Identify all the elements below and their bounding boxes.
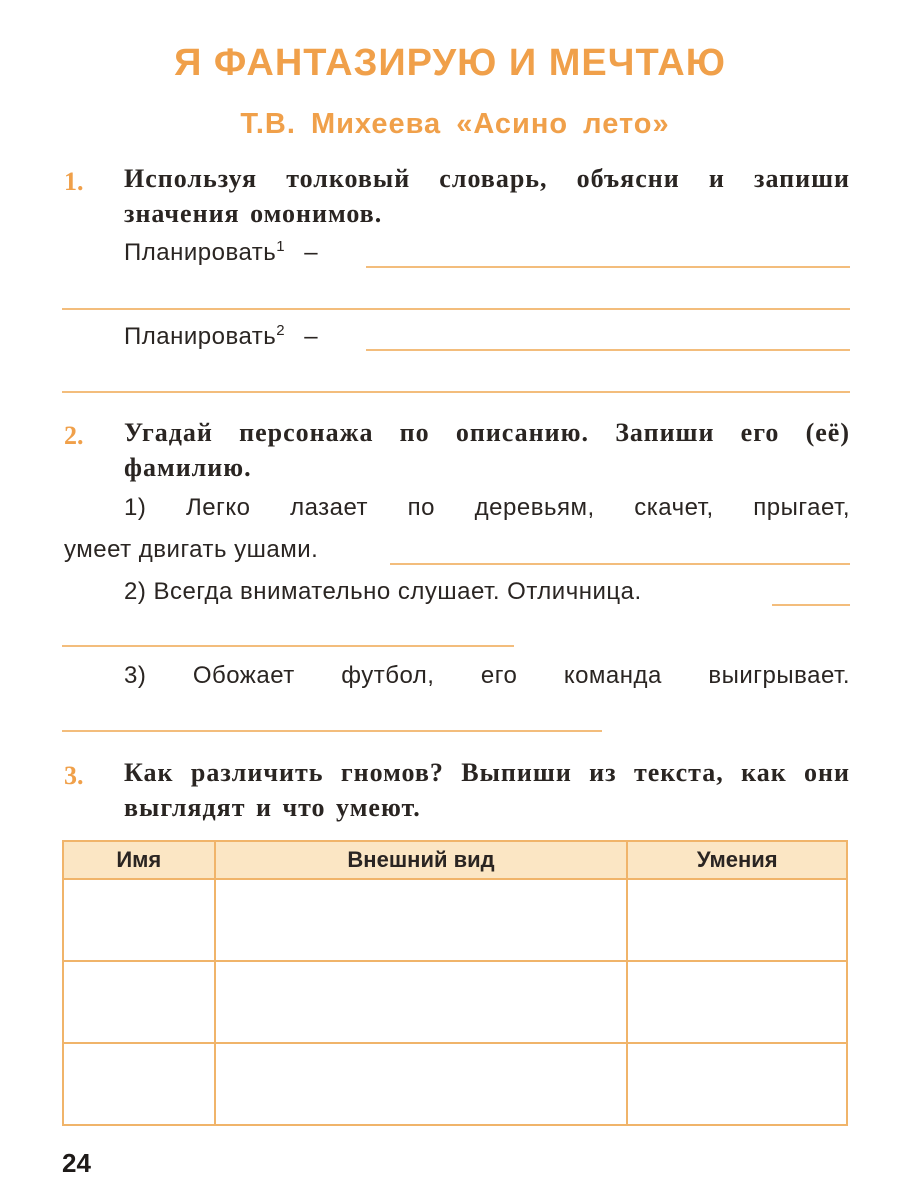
- homonym-1-dash: –: [304, 239, 319, 266]
- answer-line-homonym-1b[interactable]: [62, 308, 850, 310]
- task-1-instruction: Используя толковый словарь, объясни и запиши значения омонимов.: [124, 164, 850, 228]
- task-1-number: 1.: [64, 167, 84, 196]
- answer-line-character-2b[interactable]: [62, 645, 514, 647]
- answer-line-homonym-1a[interactable]: [366, 266, 850, 268]
- table-cell-name[interactable]: [63, 1043, 215, 1125]
- table-cell-skills[interactable]: [627, 961, 847, 1043]
- task-3-number: 3.: [64, 761, 84, 790]
- task-2-instruction: Угадай персонажа по описанию. Запиши его (её) фамилию.: [124, 418, 850, 482]
- table-cell-name[interactable]: [63, 879, 215, 961]
- homonym-2-word: Планировать: [124, 323, 277, 350]
- table-cell-name[interactable]: [63, 961, 215, 1043]
- character-1-line2: умеет двигать ушами.: [64, 536, 319, 563]
- column-header-name: Имя: [63, 841, 215, 879]
- page-title: Я ФАНТАЗИРУЮ И МЕЧТАЮ: [174, 42, 726, 84]
- table-row: [63, 1043, 847, 1125]
- homonym-1-label: [124, 238, 318, 267]
- character-3-description: 3) Обожает футбол, его команда выигрывает.: [124, 662, 850, 689]
- table-cell-appearance[interactable]: [215, 1043, 628, 1125]
- page-number: 24: [62, 1148, 91, 1178]
- table-cell-appearance[interactable]: [215, 961, 628, 1043]
- gnomes-table: [62, 840, 848, 1126]
- column-header-appearance: Внешний вид: [215, 841, 628, 879]
- answer-line-homonym-2a[interactable]: [366, 349, 850, 351]
- story-subtitle: Т.В. Михеева «Асино лето»: [240, 108, 670, 140]
- answer-line-character-1[interactable]: [390, 563, 850, 565]
- answer-line-character-3[interactable]: [62, 730, 602, 732]
- homonym-2-label: [124, 322, 318, 351]
- answer-line-homonym-2b[interactable]: [62, 391, 850, 393]
- homonym-1-word: Планировать: [124, 239, 277, 266]
- answer-line-character-2a[interactable]: [772, 604, 850, 606]
- task-2-number: 2.: [64, 421, 84, 450]
- table-row: [63, 879, 847, 961]
- table-cell-skills[interactable]: [627, 879, 847, 961]
- character-2-description: 2) Всегда внимательно слушает. Отличница.: [124, 578, 642, 605]
- table-cell-appearance[interactable]: [215, 879, 628, 961]
- table-row: [63, 961, 847, 1043]
- character-1-line1: 1) Легко лазает по деревьям, скачет, прыгает,: [124, 494, 850, 521]
- homonym-2-dash: –: [304, 323, 319, 350]
- column-header-skills: Умения: [627, 841, 847, 879]
- homonym-1-superscript: 1: [276, 238, 286, 255]
- table-cell-skills[interactable]: [627, 1043, 847, 1125]
- table-header-row: [63, 841, 847, 879]
- task-3-instruction: Как различить гномов? Выпиши из текста, как они выглядят и что умеют.: [124, 758, 850, 822]
- homonym-2-superscript: 2: [276, 322, 286, 339]
